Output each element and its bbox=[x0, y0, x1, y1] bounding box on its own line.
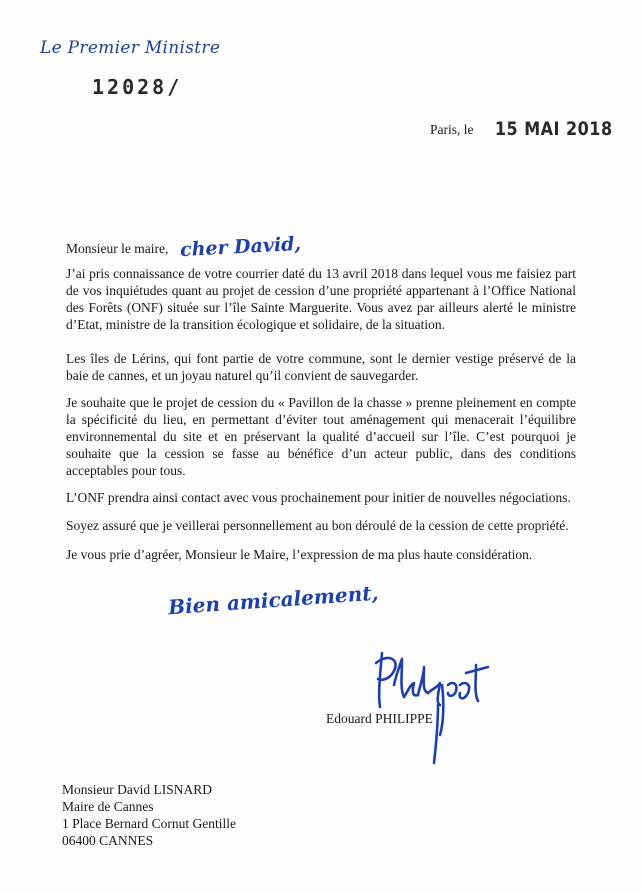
address-line: Maire de Cannes bbox=[62, 799, 154, 814]
signatory-name: Edouard PHILIPPE bbox=[326, 711, 433, 726]
reference-number: 12028/ bbox=[92, 75, 183, 99]
paragraph-onf: L’ONF prendra ainsi contact avec vous prochainement pour initier de nouvelles négociations. bbox=[66, 490, 571, 505]
address-line: 06400 CANNES bbox=[62, 833, 154, 848]
handwritten-signature bbox=[360, 645, 490, 765]
address-line: 1 Place Bernard Cornut Gentille bbox=[62, 816, 236, 831]
address-line: Monsieur David LISNARD bbox=[62, 782, 212, 797]
paragraph-courrier: J’ai pris connaissance de votre courrier daté du 13 avril 2018 dans lequel vous me faisiez part de vos inquiétudes quant au projet de cession d’une propriété appartenant à l’Office National des Forêts (ONF) située sur l’île Sainte Marguerite. Vous avez par ailleurs alerté le ministre d’Etat, ministre de la transition écologique et solidaire, de la situation. bbox=[66, 266, 576, 332]
letterhead-title: Le Premier Ministre bbox=[40, 38, 221, 58]
salutation-text: Monsieur le maire, bbox=[66, 241, 169, 256]
paragraph-politesse: Je vous prie d’agréer, Monsieur le Maire, l’expression de ma plus haute considération. bbox=[66, 547, 533, 562]
handwritten-closing: Bien amicalement, bbox=[167, 580, 380, 620]
paragraph-assurance: Soyez assuré que je veillerai personnellement au bon déroulé de la cession de cette propriété. bbox=[66, 518, 569, 533]
salutation bbox=[66, 232, 302, 262]
paragraph-cession: Je souhaite que le projet de cession du « Pavillon de la chasse » prenne pleinement en compte la spécificité du lieu, en permettant d’éviter tout aménagement qui menacerait l’équilibre environnemental du site et en préservant la qualité d’accueil sur l’île. C’est pourquoi je souhaite que la cession se fasse au bénéfice d’un acteur public, dans des conditions acceptables pour tous. bbox=[66, 395, 576, 478]
date-place: Paris, le bbox=[430, 122, 474, 137]
date-line bbox=[430, 119, 613, 138]
date-stamp: 15 MAI 2018 bbox=[494, 117, 613, 140]
recipient-address bbox=[62, 781, 236, 849]
handwritten-greeting: cher David, bbox=[179, 232, 302, 262]
paragraph-lerins: Les îles de Lérins, qui font partie de votre commune, sont le dernier vestige préservé de la baie de cannes, et un joyau naturel qu’il convient de sauvegarder. bbox=[66, 351, 576, 383]
